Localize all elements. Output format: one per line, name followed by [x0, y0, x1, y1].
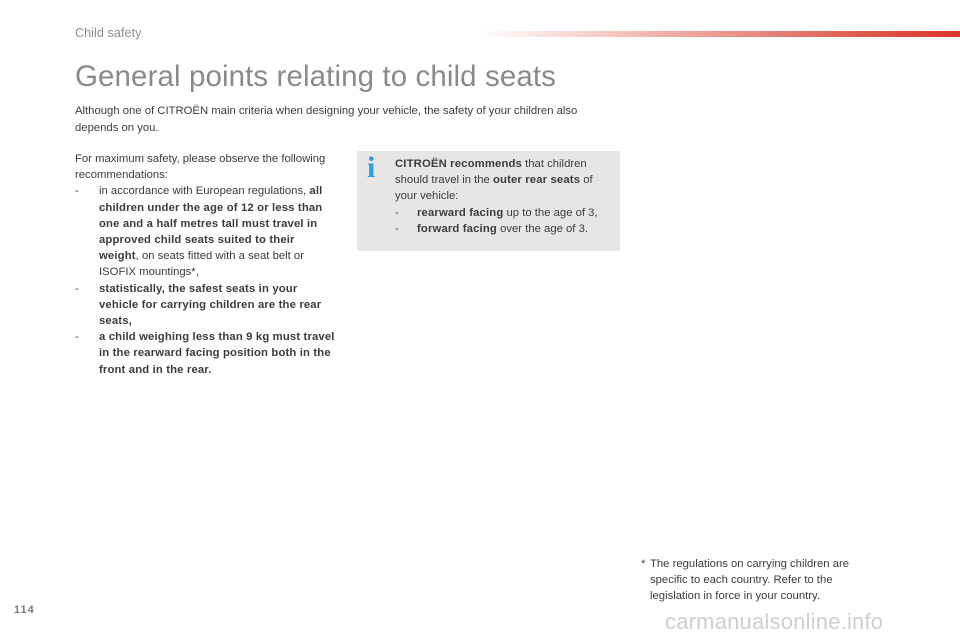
- info-bold-text: outer rear seats: [492, 174, 581, 187]
- footnote-text: The regulations on carrying children are specific to each country. Refer to the legislation in force in your country.: [650, 558, 850, 603]
- list-dash: -: [395, 222, 399, 235]
- info-text: of your vehicle:: [395, 174, 593, 203]
- info-box: [357, 151, 620, 251]
- info-text: that children should travel in the: [395, 158, 587, 187]
- info-text: up to the age of 3,: [503, 206, 598, 219]
- section-title: Child safety: [75, 26, 142, 40]
- recommendation-item: [75, 329, 335, 378]
- page-number: 114: [14, 604, 35, 616]
- info-bold-text: CITROËN recommends: [395, 158, 522, 170]
- info-list-item: [395, 221, 617, 237]
- recommendation-text: in accordance with European regulations,: [99, 185, 310, 198]
- recommendations-column: [75, 151, 335, 378]
- recommendation-bold-text: a child weighing less than 9 kg must travel in the rearward facing position both in the front and in the rear.: [99, 331, 335, 376]
- list-dash: -: [75, 185, 79, 198]
- recommendation-item: [75, 183, 335, 280]
- list-dash: -: [75, 331, 79, 344]
- footnote-marker: *: [641, 558, 646, 570]
- info-list-item: [395, 205, 617, 221]
- recommendations-lead: For maximum safety, please observe the following recommendations:: [75, 153, 326, 182]
- recommendation-item: [75, 281, 335, 330]
- intro-paragraph: Although one of CITROËN main criteria when designing your vehicle, the safety of your children also depends on you.: [75, 105, 578, 134]
- info-bold-text: forward facing: [417, 222, 497, 235]
- list-dash: -: [395, 206, 399, 219]
- info-icon: i: [367, 151, 376, 184]
- footnote: [641, 556, 871, 605]
- list-dash: -: [75, 282, 79, 295]
- page-heading: General points relating to child seats: [75, 60, 556, 93]
- info-text: over the age of 3.: [496, 222, 589, 235]
- recommendation-bold-text: all children under the age of 12 or less than one and a half metres tall must travel in approved child seats suited to their weight: [99, 185, 323, 263]
- recommendation-text: , on seats fitted with a seat belt or ISOFIX mountings*,: [99, 250, 304, 279]
- info-bold-text: rearward facing: [417, 206, 504, 219]
- watermark: carmanualsonline.info: [665, 609, 884, 634]
- header-accent-bar: [478, 31, 960, 37]
- info-paragraph: [395, 156, 617, 205]
- recommendation-bold-text: statistically, the safest seats in your vehicle for carrying children are the rear seats,: [99, 282, 322, 328]
- info-box-text: [395, 156, 617, 237]
